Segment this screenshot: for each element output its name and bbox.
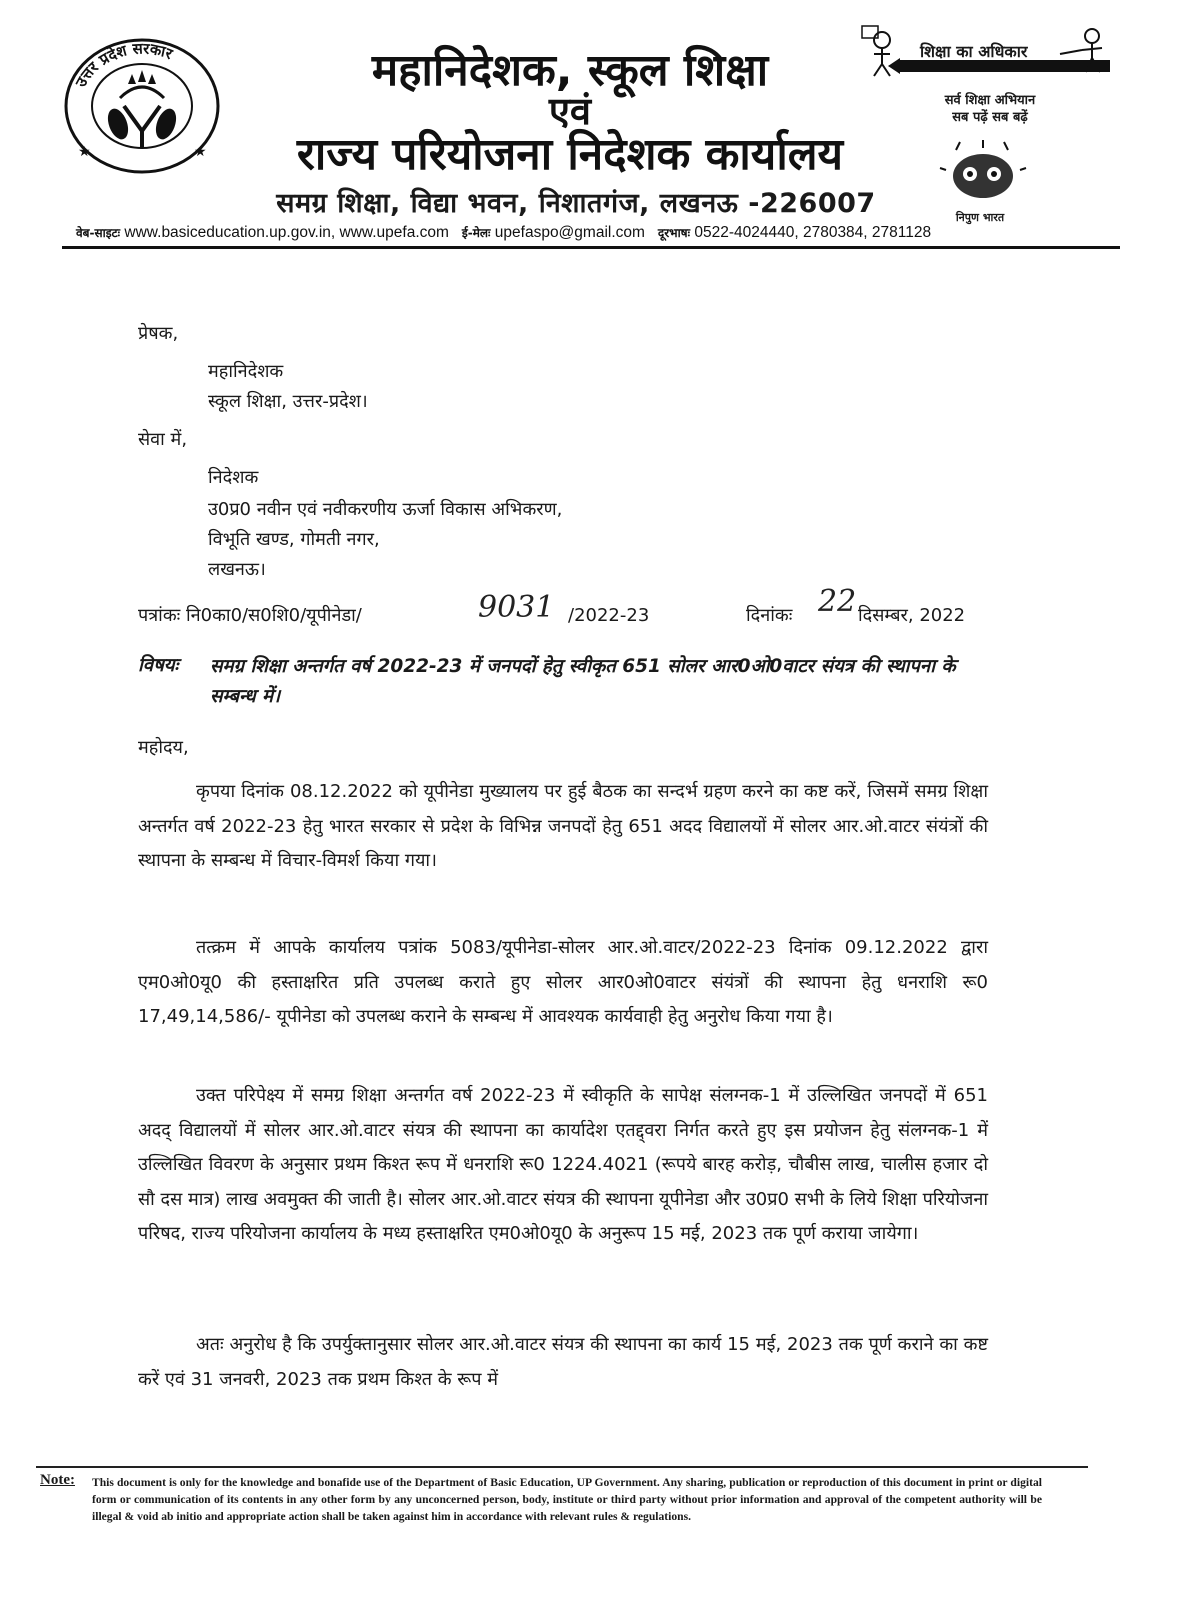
sarva-shiksha-abhiyan-slogan	[900, 92, 1080, 126]
body-paragraph-2-text: तत्क्रम में आपके कार्यालय पत्रांक 5083/यूपीनेडा-सोलर आर.ओ.वाटर/2022-23 दिनांक 09.12.2022 द्वारा एम0ओ0यू0 की हस्ताक्षरित प्रति उपलब्ध कराते हुए सोलर आर0ओ0वाटर संयंत्रों की स्थापना हेतु धनराशि रू0 17,49,14,586/- यूपीनेडा को उपलब्ध कराने के सम्बन्ध में आवश्यक कार्यवाही हेतु अनुरोध किया गया है।	[138, 937, 988, 1027]
website-value[interactable]: www.basiceducation.up.gov.in, www.upefa.com	[124, 224, 449, 241]
body-paragraph-4	[138, 1328, 988, 1397]
body-paragraph-4-text: अतः अनुरोध है कि उपर्युक्तानुसार सोलर आर.ओ.वाटर संयत्र की स्थापना का कार्य 15 मई, 2023 तक पूर्ण कराने का कष्ट करें एवं 31 जनवरी, 2023 तक प्रथम किश्त के रूप में	[138, 1334, 988, 1390]
letter-number-handwritten: 9031	[478, 590, 555, 625]
letterhead-title-line3: राज्य परियोजना निदेशक कार्यालय	[296, 129, 844, 180]
sender-label: प्रेषक,	[138, 323, 179, 344]
sender-line2: स्कूल शिक्षा, उत्तर-प्रदेश।	[208, 391, 368, 412]
svg-text:★: ★	[194, 144, 207, 160]
ssa-line1: सर्व शिक्षा अभियान	[944, 93, 1036, 108]
letterhead-address: समग्र शिक्षा, विद्या भवन, निशातगंज, लखनऊ -226007	[276, 188, 876, 219]
sender-line1: महानिदेशक	[208, 361, 284, 382]
letter-number-prefix: पत्रांकः नि0का0/स0शि0/यूपीनेडा/	[138, 605, 362, 626]
date-label: दिनांकः	[746, 605, 793, 626]
subject-label: विषयः	[138, 655, 179, 676]
letterhead-divider	[62, 246, 1120, 249]
svg-text:उत्तर प्रदेश सरकार: उत्तर प्रदेश सरकार	[71, 39, 175, 91]
nipun-bharat-logo-icon	[938, 140, 1028, 204]
nipun-bharat-label: निपुण भारत	[955, 211, 1005, 224]
recipient-line3: विभूति खण्ड, गोमती नगर,	[208, 529, 380, 550]
subject-text: समग्र शिक्षा अन्तर्गत वर्ष 2022-23 में जनपदों हेतु स्वीकृत 651 सोलर आर0ओ0वाटर संयत्र की स्थापना के सम्बन्ध में।	[210, 656, 956, 707]
body-paragraph-3-text: उक्त परिपेक्ष्य में समग्र शिक्षा अन्तर्गत वर्ष 2022-23 में स्वीकृति के सापेक्ष संलग्नक-1 में उल्लिखित जनपदों में 651 अदद् विद्यालयों में सोलर आर.ओ.वाटर संयत्र की स्थापना का कार्यादेश एतद्द्वरा निर्गत करते हुए इस प्रयोजन हेतु संलग्नक-1 में उल्लिखित विवरण के अनुसार प्रथम किश्त रूप में धनराशि रू0 1224.4021 (रूपये बारह करोड़, चौबीस लाख, चालीस हजार दो सौ दस मात्र) लाख अवमुक्त की जाती है। सोलर आर.ओ.वाटर संयत्र की स्थापना यूपीनेडा और उ0प्र0 सभी के लिये शिक्षा परियोजना परिषद, राज्य परियोजना कार्यालय के मध्य हस्ताक्षरित एम0ओ0यू0 के अनुरूप 15 मई, 2023 तक पूर्ण कराया जायेगा।	[138, 1085, 988, 1244]
ssa-line2: सब पढ़ें सब बढ़ें	[952, 110, 1028, 125]
letterhead-contact-line	[76, 224, 1116, 242]
footer-note-label: Note:	[40, 1472, 75, 1488]
salutation: महोदय,	[138, 737, 189, 758]
letterhead-title-line1: महानिदेशक, स्कूल शिक्षा	[371, 45, 769, 96]
recipient-label: सेवा में,	[138, 429, 188, 450]
body-paragraph-1-text: कृपया दिनांक 08.12.2022 को यूपीनेडा मुख्यालय पर हुई बैठक का सन्दर्भ ग्रहण करने का कष्ट करें, जिसमें समग्र शिक्षा अन्तर्गत वर्ष 2022-23 हेतु भारत सरकार से प्रदेश के विभिन्न जनपदों हेतु 651 अदद विद्यालयों में सोलर आर.ओ.वाटर संयंत्रों की स्थापना के सम्बन्ध में विचार-विमर्श किया गया।	[138, 781, 988, 871]
body-paragraph-1	[138, 775, 988, 879]
date-month-year: दिसम्बर, 2022	[858, 605, 966, 626]
phone-label: दूरभाषः	[657, 226, 691, 240]
body-paragraph-3	[138, 1079, 988, 1252]
email-label: ई-मेलः	[461, 226, 491, 240]
letterhead-title-line2: एवं	[548, 89, 592, 133]
right-to-education-label: शिक्षा का अधिकार	[920, 42, 1028, 61]
letter-number-suffix: /2022-23	[568, 605, 650, 626]
up-government-emblem-icon	[62, 36, 222, 176]
svg-text:★: ★	[78, 144, 91, 160]
phone-value: 0522-4024440, 2780384, 2781128	[694, 224, 932, 241]
recipient-line1: निदेशक	[208, 467, 259, 488]
footer-divider	[36, 1466, 1088, 1468]
date-day-handwritten: 22	[818, 584, 857, 619]
website-label: वेब-साइटः	[76, 226, 121, 240]
recipient-line2: उ0प्र0 नवीन एवं नवीकरणीय ऊर्जा विकास अभिकरण,	[208, 499, 563, 520]
recipient-line4: लखनऊ।	[208, 559, 266, 580]
body-paragraph-2	[138, 931, 988, 1035]
footer-note-text: This document is only for the knowledge and bonafide use of the Department of Basic Education, UP Government. Any sharing, publication or reproduction of this document in print or digital form or communication of its contents in any other form by any unconcerned person, body, institute or third party without prior information and approval of the competent authority will be illegal & void ab initio and appropriate action shall be taken against him in accordance with relevant rules & regulations.	[92, 1476, 1042, 1523]
email-value[interactable]: upefaspo@gmail.com	[494, 224, 645, 241]
